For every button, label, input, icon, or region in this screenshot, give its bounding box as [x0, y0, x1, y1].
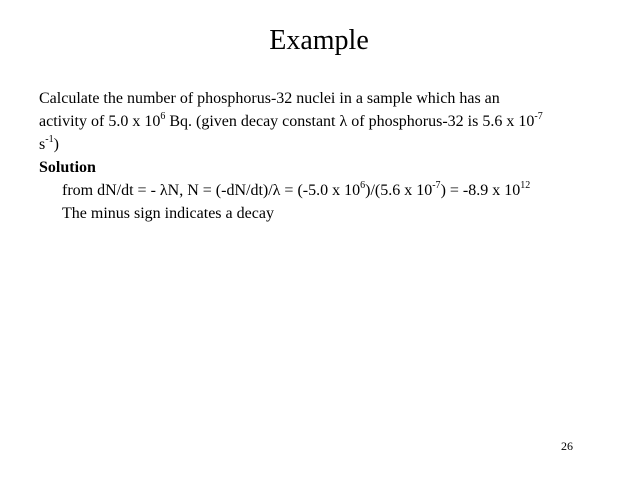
exponent: 6 [160, 110, 166, 122]
question-line-1: Calculate the number of phosphorus-32 nuclei in a sample which has an [39, 90, 500, 107]
slide-body [39, 87, 609, 225]
exponent: -7 [432, 179, 441, 191]
exponent: 6 [360, 179, 366, 191]
exponent: -1 [45, 133, 54, 145]
question-line-2: activity of 5.0 x $10^6$ Bq. (given decay constant λ of phosphorus-32 is 5.6 x $10^{-7}$ [39, 110, 543, 130]
exponent: 12 [520, 179, 531, 191]
question-line-3: $s^{-1}$) [39, 133, 59, 153]
slide-title: Example [269, 25, 369, 56]
page-number: 26 [561, 439, 573, 453]
solution-equation: from dN/dt = - λN, N = (-dN/dt)/λ = (-5.0 x $10^6)/(5.6$ x $10^{-7}) = -8.9$ x $10^{12}$ [62, 179, 531, 199]
solution-note: The minus sign indicates a decay [62, 205, 274, 222]
exponent: -7 [534, 110, 543, 122]
solution-heading: Solution [39, 159, 96, 176]
